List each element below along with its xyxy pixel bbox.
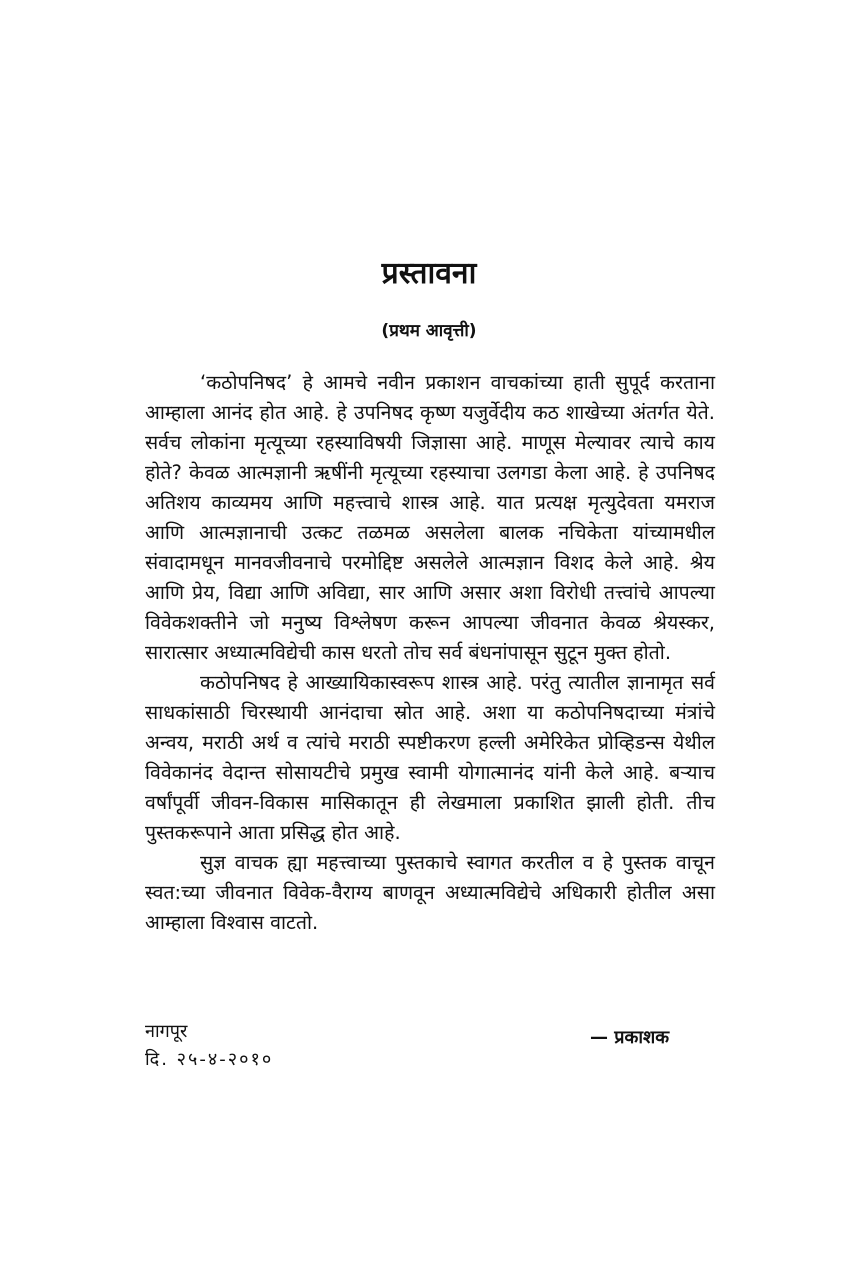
paragraph-3: सुज्ञ वाचक ह्या महत्त्वाच्या पुस्तकाचे स्वागत करतील व हे पुस्तक वाचून स्वत:च्या जीवनात विवेक-वैराग्य बाणवून अध्यात्मविद्येचे अधिकारी होतील असा आम्हाला विश्वास वाटतो. <box>145 851 715 934</box>
signature-date: दि. २५-४-२०१० <box>145 1049 274 1070</box>
signature-publisher: — प्रकाशक <box>590 1027 670 1048</box>
preface-body <box>145 368 715 938</box>
page-subtitle: (प्रथम आवृत्ती) <box>381 321 477 341</box>
paragraph-2: कठोपनिषद हे आख्यायिकास्वरूप शास्त्र आहे. परंतु त्यातील ज्ञानामृत सर्व साधकांसाठी चिरस्थायी आनंदाचा स्रोत आहे. अशा या कठोपनिषदाच्या मंत्रांचे अन्वय, मराठी अर्थ व त्यांचे मराठी स्पष्टीकरण हल्ली अमेरिकेत प्रोव्हिडन्स येथील विवेकानंद वेदान्त सोसायटीचे प्रमुख स्वामी योगात्मानंद यांनी केले आहे. बऱ्याच वर्षांपूर्वी जीवन-विकास मासिकातून ही लेखमाला प्रकाशित झाली होती. तीच पुस्तकरूपाने आता प्रसिद्ध होत आहे. <box>145 671 715 844</box>
paragraph-1: ‘कठोपनिषद’ हे आमचे नवीन प्रकाशन वाचकांच्या हाती सुपूर्द करताना आम्हाला आनंद होत आहे. हे उपनिषद कृष्ण यजुर्वेदीय कठ शाखेच्या अंतर्गत येते. सर्वच लोकांना मृत्यूच्या रहस्याविषयी जिज्ञासा आहे. माणूस मेल्यावर त्याचे काय होते? केवळ आत्मज्ञानी ऋषींनी मृत्यूच्या रहस्याचा उलगडा केला आहे. हे उपनिषद अतिशय काव्यमय आणि महत्त्वाचे शास्त्र आहे. यात प्रत्यक्ष मृत्युदेवता यमराज आणि आत्मज्ञानाची उत्कट तळमळ असलेला बालक नचिकेता यांच्यामधील संवादामधून मानवजीवनाचे परमोद्दिष्ट असलेले आत्मज्ञान विशद केले आहे. श्रेय आणि प्रेय, विद्या आणि अविद्या, सार आणि असार अशा विरोधी तत्त्वांचे आपल्या विवेकशक्तीने जो मनुष्य विश्लेषण करून आपल्या जीवनात केवळ श्रेयस्कर, सारात्सार अध्यात्मविद्येची कास धरतो तोच सर्व बंधनांपासून सुटून मुक्त होतो. <box>145 371 715 664</box>
page-title: प्रस्तावना <box>381 256 477 291</box>
signature-place: नागपूर <box>145 1021 188 1042</box>
